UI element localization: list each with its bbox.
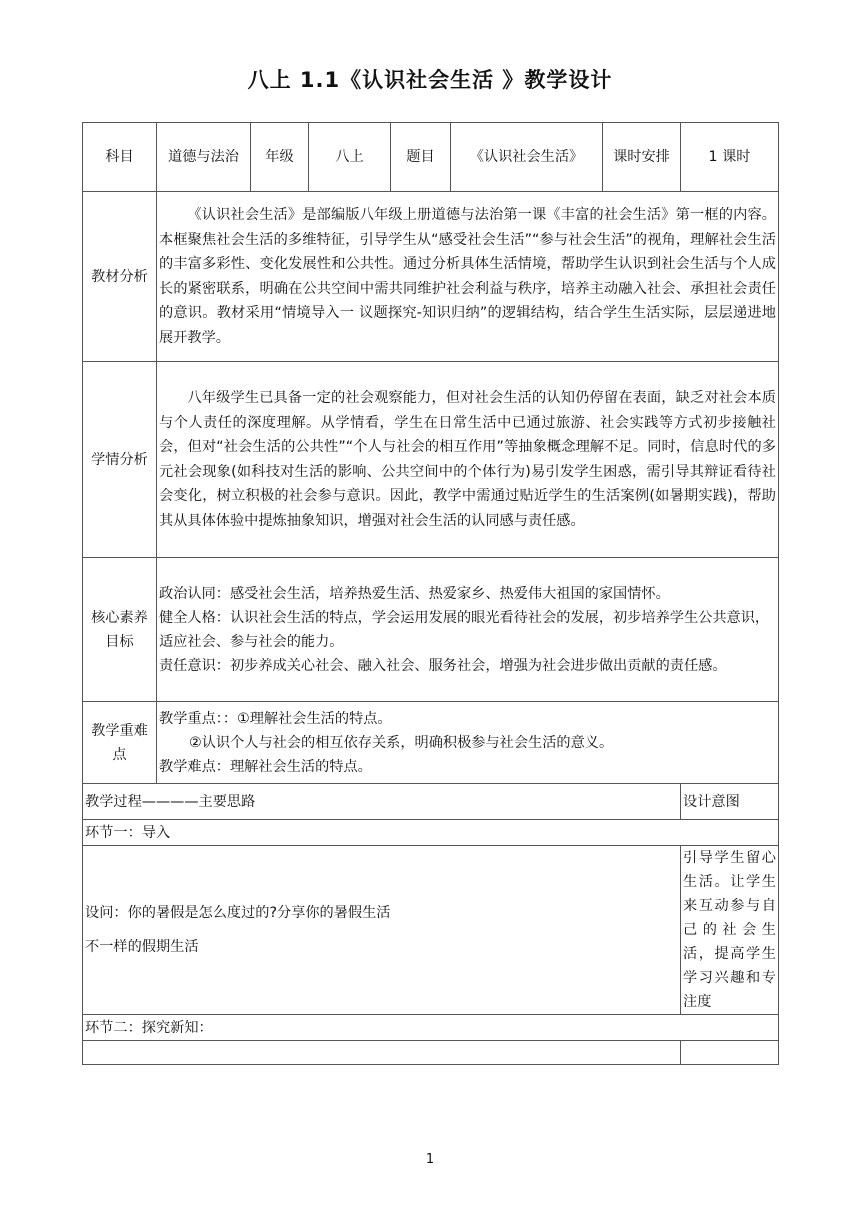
section2-title: 环节二：探究新知： [83,1015,779,1041]
goal-healthy-personality: 健全人格：认识社会生活的特点，学会运用发展的眼光看待社会的发展，初步培养学生公共意识，适应社会、参与社会的能力。 [159,609,770,650]
section1-title-row [83,820,779,846]
key-points-content [157,702,779,784]
section1-subtopic: 不一样的假期生活 [85,939,199,955]
textbook-analysis-row [83,192,779,362]
key-points-row [83,702,779,784]
page-number: 1 [425,1152,435,1167]
goal-responsibility: 责任意识：初步养成关心社会、融入社会、服务社会，增强为社会进步做出贡献的责任感。 [159,657,727,674]
topic-label: 题目 [391,123,451,192]
section2-intent-cell [681,1041,779,1065]
process-header-row [83,784,779,820]
section1-intent: 引导学生留心生活。让学生来互动参与自己的社会生活，提高学生学习兴趣和专注度 [681,846,779,1015]
section1-content [83,846,681,1015]
document-title: 八上 1.1《认识社会生活 》教学设计 [247,68,613,92]
textbook-analysis-label: 教材分析 [83,192,157,362]
hours-value: 1 课时 [681,123,779,192]
key-point-2: ②认识个人与社会的相互依存关系，明确积极参与社会生活的意义。 [189,734,614,751]
section2-content-cell [83,1041,681,1065]
key-points-label [83,702,157,784]
core-goals-label-line2: 目标 [105,633,134,650]
key-points-label-line2: 点 [112,746,127,763]
student-analysis-row [83,362,779,558]
core-goals-label-line1: 核心素养 [91,609,148,626]
student-analysis-label: 学情分析 [83,362,157,558]
key-point-1: 教学重点：：①理解社会生活的特点。 [159,710,392,727]
subject-value: 道德与法治 [157,123,251,192]
key-points-label-line1: 教学重难 [91,722,148,739]
core-goals-row [83,558,779,702]
subject-label: 科目 [83,123,157,192]
difficulty-point: 教学难点：理解社会生活的特点。 [159,758,372,775]
student-analysis-text: 八年级学生已具备一定的社会观察能力，但对社会生活的认知仍停留在表面，缺乏对社会本质与个人责任的深度理解。从学情看，学生在日常生活中已通过旅游、社会实践等方式初步接触社会，但对“社会生活的公共性”“个人与社会的相互作用”等抽象概念理解不足。同时，信息时代的多元社会现象(如科技对生活的影响、公共空间中的个体行为)易引发学生困惑，需引导其辩证看待社会变化，树立积极的社会参与意识。因此，教学中需通过贴近学生的生活案例(如暑期实践)，帮助其从具体体验中提炼抽象知识，增强对社会生活的认同感与责任感。 [157,362,779,558]
section2-content-row [83,1041,779,1065]
core-goals-content [157,558,779,702]
section2-title-row [83,1015,779,1041]
process-main-heading: 教学过程————主要思路 [83,784,681,820]
topic-value: 《认识社会生活》 [451,123,603,192]
lesson-plan-table [82,122,779,1065]
textbook-analysis-text: 《认识社会生活》是部编版八年级上册道德与法治第一课《丰富的社会生活》第一框的内容。本框聚焦社会生活的多维特征，引导学生从“感受社会生活”“参与社会生活”的视角，理解社会生活的丰富多彩性、变化发展性和公共性。通过分析具体生活情境，帮助学生认识到社会生活与个人成长的紧密联系，明确在公共空间中需共同维护社会利益与秩序，培养主动融入社会、承担社会责任的意识。教材采用“情境导入一 议题探究-知识归纳”的逻辑结构，结合学生生活实际，层层递进地展开教学。 [157,192,779,362]
goal-political-identity: 政治认同：感受社会生活，培养热爱生活、热爱家乡、热爱伟大祖国的家国情怀。 [159,585,670,602]
design-intent-heading: 设计意图 [681,784,779,820]
grade-value: 八上 [309,123,391,192]
core-goals-label [83,558,157,702]
grade-label: 年级 [251,123,309,192]
section1-title: 环节一：导入 [83,820,779,846]
section1-question: 设问：你的暑假是怎么度过的?分享你的暑假生活 [85,905,391,921]
section1-content-row [83,846,779,1015]
header-row [83,123,779,192]
hours-label: 课时安排 [603,123,681,192]
